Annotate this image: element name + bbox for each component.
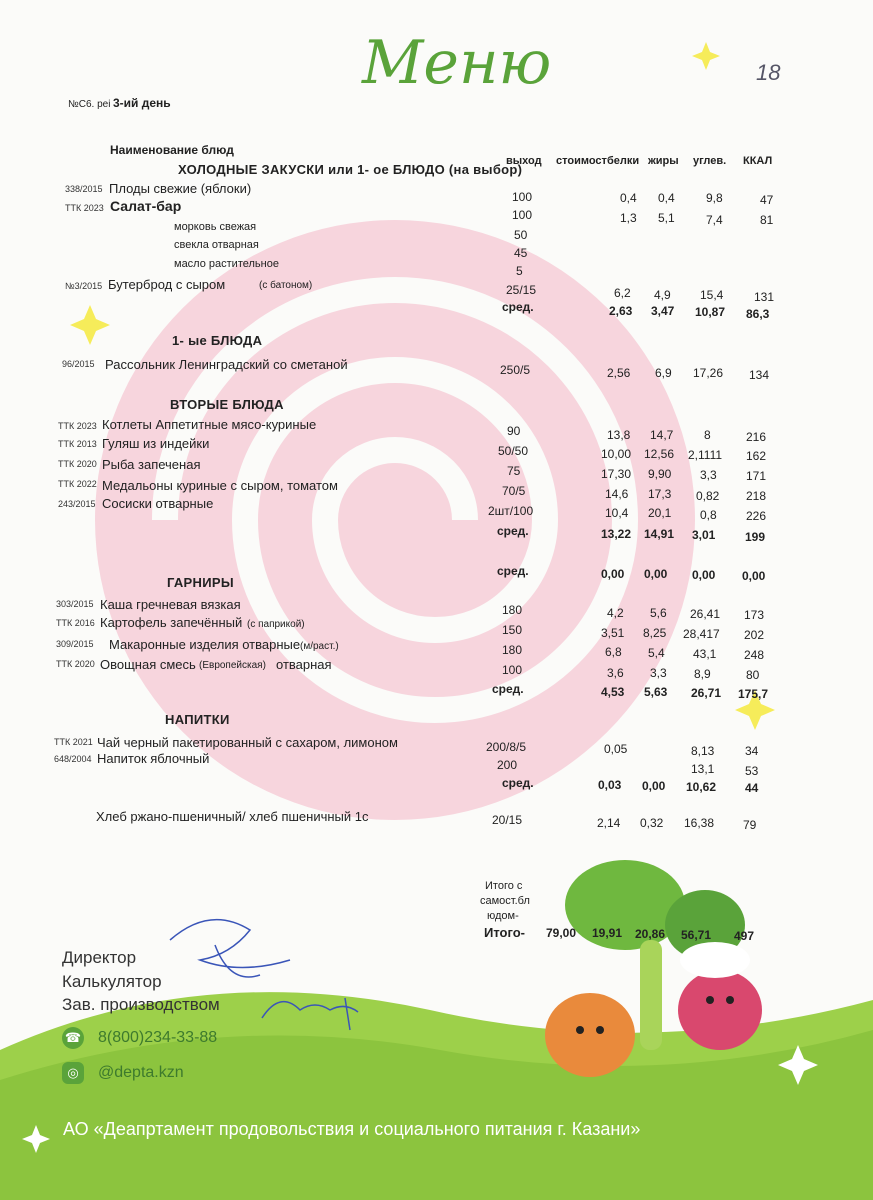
row-note: (с батоном) [259,280,313,291]
row-protein: 14,6 [605,487,629,501]
row-code: 96/2015 [62,359,95,369]
signature-calculator: Калькулятор [62,972,162,991]
row-kcal: 34 [745,744,759,758]
row-fat: 5,1 [658,211,675,225]
totals-label-line1: Итого с [485,880,523,892]
row-name: Котлеты Аппетитные мясо-куриные [102,417,317,432]
average-label: сред. [502,300,534,314]
row-kcal: 218 [746,489,767,503]
row-protein: 0,4 [620,191,637,205]
row-name: Овощная смесь [100,657,196,672]
row-carbs: 16,38 [684,816,715,830]
row-kcal: 79 [743,818,757,832]
ingredient-output: 45 [514,246,528,260]
row-protein: 2,56 [607,366,631,380]
row-kcal: 248 [744,648,765,662]
row-protein: 10,00 [601,447,632,461]
average-protein: 4,53 [601,685,625,699]
column-output-header: выход [506,155,542,167]
row-note: (м/раст.) [300,641,339,652]
row-carbs: 0,8 [700,508,717,522]
average-protein: 0,00 [601,567,625,581]
row-output: 100 [502,663,523,677]
row-kcal: 216 [746,430,767,444]
pink-spiral-decoration [95,220,695,820]
row-protein: 17,30 [601,467,632,481]
column-kcal-header: ККАЛ [743,155,773,167]
section-first-courses: 1- ые БЛЮДА [172,333,263,348]
average-kcal: 199 [745,530,766,544]
column-fat-header: жиры [648,155,679,167]
row-code: 303/2015 [56,599,94,609]
section-drinks: НАПИТКИ [165,712,230,727]
row-protein: 10,4 [605,506,629,520]
row-code: №3/2015 [65,281,103,291]
average-protein: 2,63 [609,304,633,318]
totals-fat: 20,86 [635,927,666,941]
section-cold-appetizers: ХОЛОДНЫЕ ЗАКУСКИ или 1- ое БЛЮДО (на выбор) [178,162,523,177]
ingredient-name: морковь свежая [174,221,257,233]
row-carbs: 8,9 [694,667,711,681]
row-fat: 0,4 [658,191,675,205]
row-kcal: 202 [744,628,765,642]
row-code: ТТК 2022 [58,479,97,489]
row-fat: 5,4 [648,646,665,660]
row-code: ТТК 2013 [58,439,97,449]
row-name: Гуляш из индейки [102,436,210,451]
row-carbs: 9,8 [706,191,723,205]
average-carbs: 26,71 [691,686,722,700]
row-name: Чай черный пакетированный с сахаром, лимоном [97,735,398,750]
row-output: 25/15 [506,283,537,297]
row-kcal: 226 [746,509,767,523]
row-fat: 0,32 [640,816,664,830]
row-protein: 4,2 [607,606,624,620]
column-carbs-header: углев. [693,155,727,167]
row-protein: 3,51 [601,626,625,640]
row-carbs: 7,4 [706,213,723,227]
totals-kcal: 497 [734,929,755,943]
row-fat: 12,56 [644,447,675,461]
row-kcal: 53 [745,764,759,778]
row-code: 243/2015 [58,499,96,509]
row-kcal: 131 [754,290,775,304]
row-output: 2шт/100 [488,504,534,518]
handwritten-page-number: 18 [756,60,781,85]
row-code: ТТК 2021 [54,737,93,747]
contact-instagram: @depta.kzn [98,1064,184,1081]
section-second-courses: ВТОРЫЕ БЛЮДА [170,397,284,412]
row-output: 150 [502,623,523,637]
row-carbs: 26,41 [690,607,721,621]
row-name: Рыба запеченая [102,457,201,472]
row-kcal: 162 [746,449,767,463]
row-carbs: 43,1 [693,647,717,661]
row-output: 70/5 [502,484,526,498]
row-carbs: 15,4 [700,288,724,302]
row-fat: 20,1 [648,506,672,520]
average-kcal: 86,3 [746,307,770,321]
row-code: ТТК 2020 [56,659,95,669]
average-fat: 14,91 [644,527,675,541]
column-protein-header: белки [607,155,640,167]
row-code: 309/2015 [56,639,94,649]
row-note: (с паприкой) [247,619,305,630]
average-kcal: 175,7 [738,687,769,701]
row-output: 200 [497,758,518,772]
row-name: Картофель запечённый [100,615,243,630]
row-code: ТТК 2023 [65,203,104,213]
row-name-suffix: отварная [276,657,332,672]
totals-label-line2: самост.бл [480,895,530,907]
row-note: (Европейская) [199,660,266,671]
row-code: 648/2004 [54,754,92,764]
row-code: ТТК 2023 [58,421,97,431]
row-fat: 14,7 [650,428,674,442]
row-name: Хлеб ржано-пшеничный/ хлеб пшеничный 1с [96,809,369,824]
row-protein: 0,05 [604,742,628,756]
section-side-dishes: ГАРНИРЫ [167,575,234,590]
row-fat: 8,25 [643,626,667,640]
row-output: 75 [507,464,521,478]
row-protein: 1,3 [620,211,637,225]
average-label: сред. [497,524,529,538]
row-protein: 6,2 [614,286,631,300]
row-carbs: 0,82 [696,489,720,503]
signature-director: Директор [62,948,137,967]
row-name: Рассольник Ленинградский со сметаной [105,357,348,372]
row-protein: 6,8 [605,645,622,659]
average-carbs: 10,62 [686,780,717,794]
row-output: 90 [507,424,521,438]
row-code: ТТК 2020 [58,459,97,469]
signature-production-head: Зав. производством [62,995,220,1014]
row-kcal: 171 [746,469,767,483]
row-output: 180 [502,643,523,657]
row-output: 180 [502,603,523,617]
row-code: ТТК 2016 [56,618,95,628]
row-output: 20/15 [492,813,523,827]
average-fat: 0,00 [642,779,666,793]
row-fat: 4,9 [654,288,671,302]
row-protein: 2,14 [597,816,621,830]
average-protein: 0,03 [598,778,622,792]
row-kcal: 173 [744,608,765,622]
contact-phone: 8(800)234-33-88 [98,1029,218,1046]
row-name: Макаронные изделия отварные [109,637,301,652]
row-output: 100 [512,190,533,204]
page-title: Меню [362,28,552,98]
average-label: сред. [497,564,529,578]
row-kcal: 81 [760,213,774,227]
row-name: Салат-бар [110,198,182,214]
row-fat: 9,90 [648,467,672,481]
row-name: Сосиски отварные [102,496,214,511]
row-carbs: 13,1 [691,762,715,776]
row-protein: 3,6 [607,666,624,680]
ingredient-name: свекла отварная [174,239,259,251]
totals-cost: 79,00 [546,926,577,940]
vegetable-characters-illustration [545,860,762,1077]
row-carbs: 2,1111 [688,448,723,462]
average-carbs: 10,87 [695,305,726,319]
row-fat: 17,3 [648,487,672,501]
average-fat: 0,00 [644,567,668,581]
ingredient-name: масло растительное [174,258,279,270]
row-name: Медальоны куриные с сыром, томатом [102,478,338,493]
average-label: сред. [492,682,524,696]
row-carbs: 8 [704,428,711,442]
row-output: 250/5 [500,363,531,377]
instagram-icon: ◎ [62,1062,84,1084]
average-carbs: 0,00 [692,568,716,582]
row-fat: 5,6 [650,606,667,620]
row-fat: 6,9 [655,366,672,380]
row-output: 50/50 [498,444,529,458]
row-carbs: 28,417 [683,627,720,641]
menu-day: 3-ий день [113,96,171,110]
row-kcal: 80 [746,668,760,682]
row-kcal: 47 [760,193,774,207]
row-carbs: 3,3 [700,468,717,482]
row-name: Каша гречневая вязкая [100,597,241,612]
ingredient-output: 50 [514,228,528,242]
average-fat: 5,63 [644,685,668,699]
footer-organization: АО «Деапртамент продовольствия и социального питания г. Казани» [63,1119,641,1139]
row-name: Бутерброд с сыром [108,277,226,292]
column-name-header: Наименование блюд [110,143,234,157]
totals-carbs: 56,71 [681,928,712,942]
row-output: 200/8/5 [486,740,527,754]
phone-icon: ☎ [62,1027,84,1049]
average-fat: 3,47 [651,304,675,318]
totals-label-line3: юдом- [487,910,519,922]
column-cost-header: стоимост [556,155,607,167]
row-carbs: 8,13 [691,744,715,758]
totals-label-line4: Итого- [484,925,525,940]
row-carbs: 17,26 [693,366,724,380]
menu-number: №С6. реі [68,99,111,110]
row-code: 338/2015 [65,184,103,194]
row-name: Плоды свежие (яблоки) [109,181,252,196]
row-fat: 3,3 [650,666,667,680]
row-protein: 13,8 [607,428,631,442]
average-label: сред. [502,776,534,790]
row-output: 100 [512,208,533,222]
totals-protein: 19,91 [592,926,623,940]
row-kcal: 134 [749,368,770,382]
average-kcal: 0,00 [742,569,766,583]
average-kcal: 44 [745,781,759,795]
average-carbs: 3,01 [692,528,716,542]
ingredient-output: 5 [516,264,523,278]
row-name: Напиток яблочный [97,751,210,766]
average-protein: 13,22 [601,527,632,541]
